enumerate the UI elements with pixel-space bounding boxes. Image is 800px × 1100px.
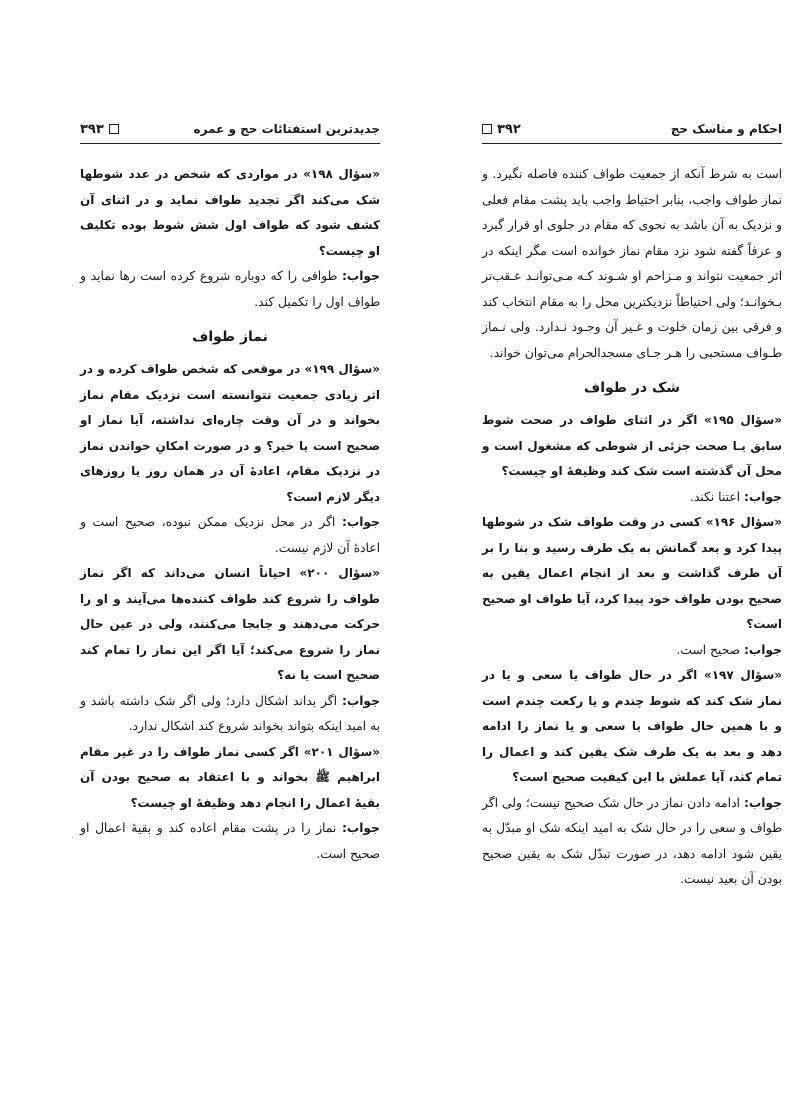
answer-201 [80, 816, 380, 867]
section-heading-shak-dar-tawaf: شک در طواف [583, 380, 681, 396]
square-bullet-icon [109, 124, 119, 134]
answer-label: جواب: [743, 642, 782, 657]
answer-198 [80, 264, 380, 315]
right-page-number: ۳۹۲ [497, 121, 521, 137]
question-195: «سؤال ۱۹۵» اگر در اثنای طواف در صحت شوط سابق یـا صحت جزئی از شوطی که مشغول است و محل آن گذشته است شک کند وظیفهٔ او چیست؟ [482, 413, 783, 478]
left-page [80, 118, 380, 998]
right-page-body [482, 144, 782, 893]
question-197: «سؤال ۱۹۷» اگر در حال طواف یا سعی و یا در نماز شک کند که شوط چندم و یا رکعت چندم است و با همین حال طواف یا سعی و یا نماز را ادامه دهد و بعد به یک طرف شک یقین کند و اعمال را تمام کند، آیا عملش با این کیفیت صحیح است؟ [482, 668, 783, 784]
right-page-header [482, 118, 782, 144]
answer-text: نماز را در پشت مقام اعاده کند و بقیهٔ اعمال او صحیح است. [80, 821, 380, 861]
continued-paragraph: است به شرط آنکه از جمعیت طواف کننده فاصله نگیرد. و نماز طواف واجب، بنابر احتیاط واجب باید پشت مقام فعلی و نزدیک به آن باشد به نحوی که مقام در جلوی او قرار گیرد و عرفاً گفته شود نزد مقام نماز خوانده است مگر اینکه در اثر جمعیت نتواند و مـزاحم او شـوند کـه مـی‌توانـد عـقب‌تر بـخوانـد؛ ولی احتیاطاً نزدیکترین محل را به مقام انتخاب کند و فرقی بین زمان خلوت و غـیر آن وجـود نـدارد. ولی نـماز طـواف مستحبی را هـر جـای مسجدالحرام می‌توان خواند. [482, 167, 782, 360]
question-198: «سؤال ۱۹۸» در مواردی که شخص در عدد شوطها شک می‌کند اگر تجدید طواف نماید و در اثنای آن کشف شود که طواف اول شش شوط بوده تکلیف او چیست؟ [80, 167, 380, 258]
right-page [482, 118, 782, 998]
left-page-body [80, 144, 380, 867]
left-page-number-group [80, 122, 119, 137]
answer-text: طوافی را که دوباره شروع کرده است رها نماید و طواف اول را تکمیل کند. [80, 269, 380, 309]
answer-197 [482, 791, 782, 893]
answer-label: جواب: [341, 515, 380, 529]
answer-text: اگر بداند اشکال دارد؛ ولی اگر شک داشته باشد و به امید اینکه بتواند بخواند شروع کند اشکال ندارد. [80, 693, 380, 733]
square-bullet-icon [482, 124, 492, 134]
answer-label: جواب: [743, 795, 782, 810]
answer-label: جواب: [341, 693, 380, 708]
answer-text: ادامه دادن نماز در حال شک صحیح نیست؛ ولی اگر طواف و سعی را در حال شک به امید اینکه شک او مبدّل به یقین شود ادامه دهد، در صورت تبدّل شک به یقین صحیح بودن آن بعید نیست. [482, 795, 782, 886]
answer-text: صحیح است. [676, 642, 744, 657]
answer-text: اعتنا نکند. [689, 489, 744, 504]
question-199: «سؤال ۱۹۹» در موقعی که شخص طواف کرده و در اثر زیادی جمعیت نتوانسته است نزدیک مقام نماز بخواند و در آن وقت چاره‌ای نداشته، آیا نماز او صحیح است یا خیر؟ و در صورت امکانِ خواندن نماز در نزدیک مقام، اعادهٔ آن در همان روز یا روزهای دیگر لازم است؟ [80, 362, 380, 504]
right-page-number-group [482, 122, 521, 137]
answer-199 [80, 510, 380, 561]
answer-200 [80, 689, 380, 740]
answer-195 [482, 485, 782, 511]
left-header-title: جدیدترین استفتائات حج و عمره [193, 122, 380, 136]
question-196: «سؤال ۱۹۶» کسی در وقت طواف شک در شوطها پیدا کرد و بعد گمانش به یک طرف رسید و بنا را بر آن طرف گذاشت و بعد از انجام اعمال یقین به صحیح بودن طواف خود پیدا کرد، آیا طواف او صحیح است؟ [481, 515, 783, 631]
question-200: «سؤال ۲۰۰» احیاناً انسان می‌داند که اگر نماز طواف را شروع کند طواف کننده‌ها می‌آیند و او را حرکت می‌دهند و جابجا می‌کنند، ولی در عین حال نماز را شروع می‌کند؛ آیا اگر این نماز را تمام کند صحیح است یا نه؟ [80, 566, 381, 682]
section-heading-namaz-tawaf: نماز طواف [192, 329, 268, 345]
right-header-title: احکام و مناسک حج [670, 122, 782, 136]
answer-label: جواب: [341, 269, 380, 283]
answer-196 [482, 638, 782, 664]
answer-label: جواب: [743, 489, 782, 504]
left-page-header [80, 118, 380, 144]
question-201: «سؤال ۲۰۱» اگر کسی نماز طواف را در غیر مقام ابراهیم ﷺ بخواند و با اعتقاد به صحیح بودن آن بقیهٔ اعمال را انجام دهد وظیفهٔ او چیست؟ [80, 744, 380, 810]
answer-text: اگر در محل نزدیک ممکن نبوده، صحیح است و اعادهٔ آن لازم نیست. [80, 515, 380, 555]
left-page-number: ۳۹۳ [80, 121, 104, 137]
answer-label: جواب: [341, 821, 380, 835]
